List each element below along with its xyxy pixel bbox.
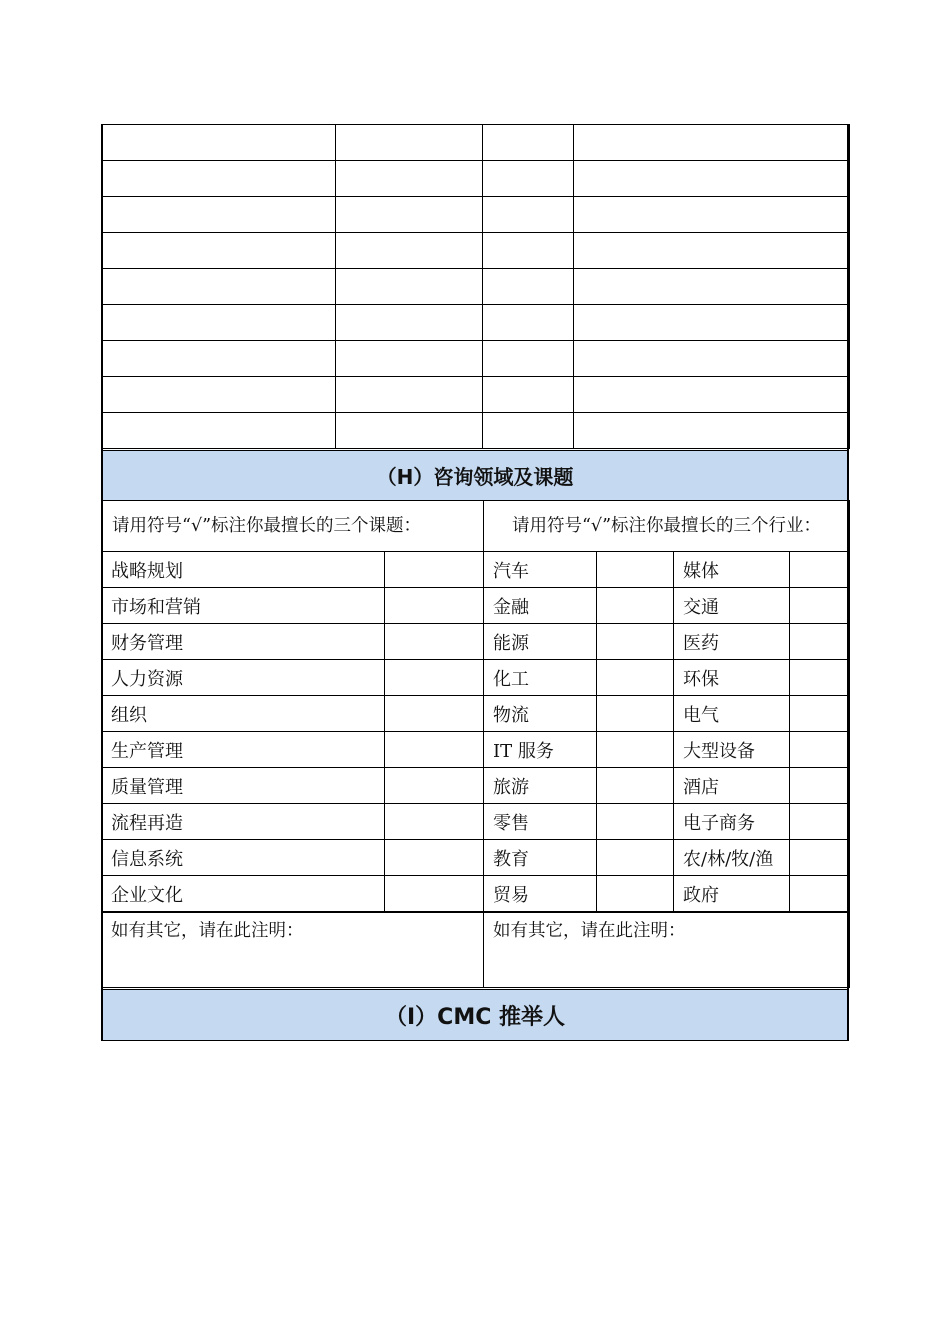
topic-label: 信息系统 [102,840,385,876]
option-row [102,768,850,804]
option-row [102,732,850,768]
industry-check-cell[interactable] [597,552,674,588]
empty-grid-cell[interactable] [102,305,336,341]
section-h-title: （H）咨询领域及课题 [376,465,574,489]
industry-check-cell[interactable] [597,768,674,804]
industry-check-cell[interactable] [597,804,674,840]
empty-grid-cell[interactable] [336,413,483,449]
industry-label: 农/林/牧/渔 [674,840,790,876]
topic-check-cell[interactable] [385,588,484,624]
industry-label: 金融 [484,588,597,624]
empty-grid-cell[interactable] [574,125,850,161]
empty-grid-cell[interactable] [336,233,483,269]
industry-check-cell[interactable] [790,876,850,912]
topic-check-cell[interactable] [385,840,484,876]
empty-grid-cell[interactable] [483,305,574,341]
topic-label: 人力资源 [102,660,385,696]
empty-grid-row [102,341,850,377]
empty-grid-cell[interactable] [102,161,336,197]
industry-label: 物流 [484,696,597,732]
topics-instruction: 请用符号“√”标注你最擅长的三个课题： [102,501,484,552]
option-row [102,804,850,840]
industry-check-cell[interactable] [790,804,850,840]
option-row [102,876,850,912]
empty-grid-row [102,413,850,449]
empty-grid-cell[interactable] [102,413,336,449]
empty-grid-cell[interactable] [336,269,483,305]
industry-label: 汽车 [484,552,597,588]
option-row [102,840,850,876]
empty-grid-cell[interactable] [102,233,336,269]
option-row [102,660,850,696]
options-table [101,551,850,912]
empty-grid-cell[interactable] [574,305,850,341]
empty-grid-cell[interactable] [483,341,574,377]
other-note-row [102,913,850,988]
topic-label: 质量管理 [102,768,385,804]
industry-label: 媒体 [674,552,790,588]
topic-check-cell[interactable] [385,876,484,912]
empty-grid-table [101,124,850,449]
section-i-header [101,989,849,1041]
other-note-table [101,912,850,988]
industry-label: 政府 [674,876,790,912]
industry-check-cell[interactable] [790,660,850,696]
industry-label: IT 服务 [484,732,597,768]
empty-grid-cell[interactable] [336,305,483,341]
section-i-title: （I）CMC 推举人 [384,1004,566,1030]
industry-label: 化工 [484,660,597,696]
industry-check-cell[interactable] [597,660,674,696]
instruction-table [101,500,850,552]
industry-label: 电子商务 [674,804,790,840]
empty-grid-cell[interactable] [483,233,574,269]
empty-grid-cell[interactable] [336,161,483,197]
industry-check-cell[interactable] [597,732,674,768]
empty-grid-row [102,377,850,413]
other-industries-field[interactable]: 如有其它，请在此注明： [484,913,850,988]
empty-grid-cell[interactable] [483,125,574,161]
empty-grid-cell[interactable] [102,377,336,413]
option-row [102,552,850,588]
industry-check-cell[interactable] [790,840,850,876]
topic-check-cell[interactable] [385,804,484,840]
empty-grid-cell[interactable] [336,341,483,377]
empty-grid-cell[interactable] [574,341,850,377]
industry-check-cell[interactable] [597,840,674,876]
empty-grid-cell[interactable] [483,377,574,413]
empty-grid-cell[interactable] [574,413,850,449]
other-topics-field[interactable]: 如有其它，请在此注明： [102,913,484,988]
empty-grid-cell[interactable] [483,269,574,305]
industries-instruction: 请用符号“√”标注你最擅长的三个行业： [484,501,850,552]
topic-label: 财务管理 [102,624,385,660]
topic-check-cell[interactable] [385,768,484,804]
topic-check-cell[interactable] [385,624,484,660]
option-row [102,588,850,624]
topic-label: 组织 [102,696,385,732]
empty-grid-cell[interactable] [336,197,483,233]
topic-label: 市场和营销 [102,588,385,624]
topic-label: 生产管理 [102,732,385,768]
industry-check-cell[interactable] [790,624,850,660]
empty-grid-cell[interactable] [102,341,336,377]
topic-check-cell[interactable] [385,552,484,588]
industry-check-cell[interactable] [597,696,674,732]
empty-grid-cell[interactable] [102,197,336,233]
empty-grid-cell[interactable] [483,413,574,449]
option-row [102,624,850,660]
industry-label: 大型设备 [674,732,790,768]
topic-check-cell[interactable] [385,696,484,732]
empty-grid-cell[interactable] [483,197,574,233]
empty-grid-cell[interactable] [574,197,850,233]
option-row [102,696,850,732]
empty-grid-cell[interactable] [574,233,850,269]
industry-label: 旅游 [484,768,597,804]
industry-label: 酒店 [674,768,790,804]
industry-check-cell[interactable] [597,624,674,660]
instruction-row [102,501,850,552]
empty-grid-cell[interactable] [574,377,850,413]
industry-label: 零售 [484,804,597,840]
industry-check-cell[interactable] [790,768,850,804]
empty-grid-row [102,305,850,341]
empty-grid-row [102,125,850,161]
industry-label: 教育 [484,840,597,876]
industry-check-cell[interactable] [790,588,850,624]
empty-grid-cell[interactable] [483,161,574,197]
topic-check-cell[interactable] [385,660,484,696]
topic-check-cell[interactable] [385,732,484,768]
empty-grid-row [102,269,850,305]
empty-grid-cell[interactable] [574,161,850,197]
industry-label: 交通 [674,588,790,624]
industry-label: 能源 [484,624,597,660]
empty-grid-block [101,124,849,449]
industry-label: 医药 [674,624,790,660]
industry-check-cell[interactable] [597,876,674,912]
empty-grid-cell[interactable] [102,269,336,305]
instruction-block [101,500,849,552]
empty-grid-cell[interactable] [336,377,483,413]
industry-label: 电气 [674,696,790,732]
topic-label: 战略规划 [102,552,385,588]
industry-label: 贸易 [484,876,597,912]
industry-check-cell[interactable] [790,696,850,732]
empty-grid-cell[interactable] [336,125,483,161]
section-h-header [101,450,849,501]
industry-label: 环保 [674,660,790,696]
empty-grid-cell[interactable] [102,125,336,161]
empty-grid-row [102,161,850,197]
industry-check-cell[interactable] [790,552,850,588]
topic-label: 流程再造 [102,804,385,840]
empty-grid-row [102,233,850,269]
options-block [101,551,849,988]
topic-label: 企业文化 [102,876,385,912]
empty-grid-cell[interactable] [574,269,850,305]
industry-check-cell[interactable] [597,588,674,624]
industry-check-cell[interactable] [790,732,850,768]
empty-grid-row [102,197,850,233]
